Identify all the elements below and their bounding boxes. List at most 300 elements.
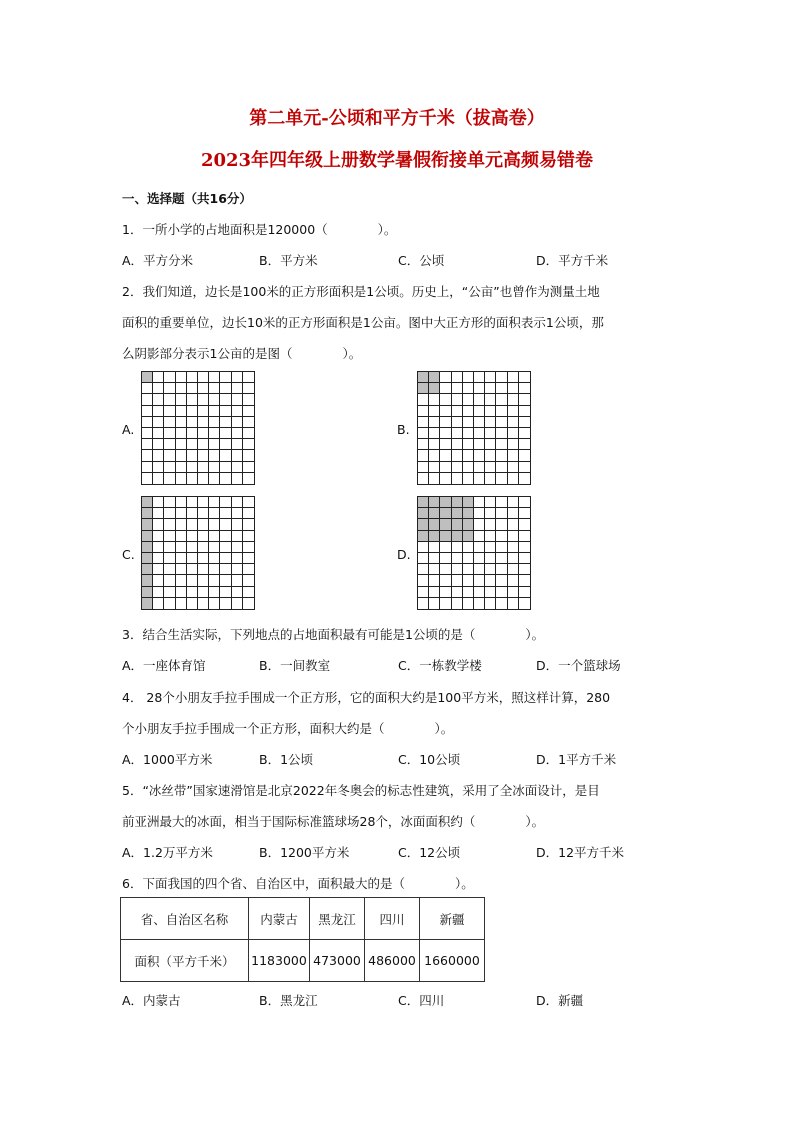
grid-cell — [485, 406, 496, 417]
grid-cell — [164, 462, 175, 473]
grid-cell — [153, 473, 164, 484]
grid-cell — [440, 553, 451, 564]
grid-cell — [232, 417, 243, 428]
grid-cell — [176, 450, 187, 461]
grid-cell — [463, 497, 474, 508]
grid-cell — [142, 553, 153, 564]
grid-cell — [187, 575, 198, 586]
grid-cell — [519, 598, 530, 609]
grid-cell — [187, 564, 198, 575]
grid-cell — [418, 598, 429, 609]
grid-cell — [508, 462, 519, 473]
grid-cell — [153, 383, 164, 394]
q2-figure-a[interactable] — [141, 371, 255, 485]
grid-cell — [187, 553, 198, 564]
grid-cell — [198, 497, 209, 508]
doc-title: 第二单元-公顷和平方千米（拔高卷） — [249, 108, 545, 129]
grid-cell — [418, 473, 429, 484]
grid-cell — [232, 553, 243, 564]
grid-cell — [440, 417, 451, 428]
grid-cell — [209, 587, 220, 598]
grid-cell — [153, 508, 164, 519]
grid-cell — [440, 372, 451, 383]
table-cell: 面积（平方千米） — [121, 940, 249, 982]
grid-cell — [463, 553, 474, 564]
grid-cell — [463, 462, 474, 473]
grid-cell — [220, 428, 231, 439]
grid-cell — [452, 406, 463, 417]
grid-cell — [440, 519, 451, 530]
grid-cell — [519, 564, 530, 575]
grid-cell — [474, 383, 485, 394]
grid-cell — [164, 519, 175, 530]
grid-cell — [142, 406, 153, 417]
grid-cell — [209, 531, 220, 542]
grid-cell — [243, 519, 254, 530]
q3-option-b[interactable]: B．一间教室 — [259, 658, 331, 673]
grid-cell — [452, 575, 463, 586]
grid-cell — [153, 406, 164, 417]
grid-cell — [508, 417, 519, 428]
grid-cell — [485, 439, 496, 450]
grid-cell — [142, 394, 153, 405]
q3-option-a[interactable]: A．一座体育馆 — [122, 658, 206, 673]
grid-cell — [187, 417, 198, 428]
q4-option-c[interactable]: C．10公顷 — [398, 752, 461, 767]
grid-cell — [142, 598, 153, 609]
q2-label-a[interactable]: A. — [122, 422, 135, 437]
grid-cell — [474, 439, 485, 450]
grid-cell — [153, 531, 164, 542]
grid-cell — [232, 428, 243, 439]
grid-cell — [440, 439, 451, 450]
grid-cell — [142, 587, 153, 598]
q1-option-a[interactable]: A．平方分米 — [122, 253, 194, 268]
grid-cell — [519, 542, 530, 553]
grid-cell — [164, 598, 175, 609]
grid-cell — [176, 497, 187, 508]
grid-cell — [508, 519, 519, 530]
grid-cell — [496, 508, 507, 519]
grid-cell — [418, 439, 429, 450]
grid-cell — [142, 462, 153, 473]
grid-cell — [519, 587, 530, 598]
grid-cell — [418, 450, 429, 461]
grid-cell — [440, 428, 451, 439]
q5-option-d[interactable]: D．12平方千米 — [536, 845, 625, 860]
grid-cell — [142, 383, 153, 394]
grid-cell — [243, 497, 254, 508]
grid-cell — [496, 428, 507, 439]
grid-cell — [519, 383, 530, 394]
grid-cell — [463, 564, 474, 575]
grid-cell — [153, 553, 164, 564]
grid-cell — [209, 497, 220, 508]
q3-option-d[interactable]: D．一个篮球场 — [536, 658, 621, 673]
grid-cell — [153, 450, 164, 461]
grid-cell — [440, 598, 451, 609]
grid-cell — [519, 394, 530, 405]
grid-cell — [220, 553, 231, 564]
grid-cell — [232, 439, 243, 450]
grid-cell — [153, 587, 164, 598]
grid-cell — [418, 417, 429, 428]
q3-option-c[interactable]: C．一栋教学楼 — [398, 658, 482, 673]
grid-cell — [496, 462, 507, 473]
grid-cell — [452, 508, 463, 519]
grid-cell — [519, 508, 530, 519]
grid-cell — [496, 564, 507, 575]
grid-cell — [232, 450, 243, 461]
grid-cell — [209, 564, 220, 575]
grid-cell — [508, 383, 519, 394]
grid-cell — [485, 575, 496, 586]
grid-cell — [452, 417, 463, 428]
grid-cell — [187, 450, 198, 461]
q1-option-d[interactable]: D．平方千米 — [536, 253, 609, 268]
grid-cell — [209, 372, 220, 383]
grid-cell — [418, 508, 429, 519]
grid-cell — [463, 428, 474, 439]
grid-cell — [198, 575, 209, 586]
grid-cell — [243, 553, 254, 564]
grid-cell — [164, 497, 175, 508]
grid-cell — [176, 406, 187, 417]
grid-cell — [508, 598, 519, 609]
grid-cell — [198, 519, 209, 530]
grid-cell — [209, 575, 220, 586]
grid-cell — [474, 553, 485, 564]
grid-cell — [496, 497, 507, 508]
grid-cell — [485, 394, 496, 405]
grid-cell — [418, 462, 429, 473]
grid-cell — [463, 519, 474, 530]
table-header-cell: 四川 — [365, 898, 420, 940]
grid-cell — [429, 417, 440, 428]
grid-cell — [243, 587, 254, 598]
grid-cell — [209, 462, 220, 473]
grid-cell — [440, 394, 451, 405]
grid-cell — [485, 462, 496, 473]
grid-cell — [209, 542, 220, 553]
grid-cell — [474, 575, 485, 586]
grid-cell — [164, 372, 175, 383]
grid-cell — [496, 542, 507, 553]
grid-cell — [220, 497, 231, 508]
grid-cell — [142, 575, 153, 586]
grid-cell — [220, 598, 231, 609]
table-header-cell: 黑龙江 — [310, 898, 365, 940]
table-cell: 1183000 — [249, 940, 310, 982]
grid-cell — [232, 575, 243, 586]
grid-cell — [440, 542, 451, 553]
grid-cell — [440, 587, 451, 598]
grid-cell — [418, 531, 429, 542]
grid-cell — [440, 462, 451, 473]
grid-cell — [485, 519, 496, 530]
grid-cell — [209, 519, 220, 530]
grid-cell — [496, 372, 507, 383]
grid-cell — [176, 372, 187, 383]
grid-cell — [519, 372, 530, 383]
grid-cell — [164, 473, 175, 484]
grid-cell — [153, 519, 164, 530]
grid-cell — [496, 553, 507, 564]
grid-cell — [243, 406, 254, 417]
grid-cell — [496, 575, 507, 586]
grid-cell — [474, 394, 485, 405]
grid-cell — [220, 462, 231, 473]
q4-option-b[interactable]: B．1公顷 — [259, 752, 314, 767]
grid-cell — [198, 383, 209, 394]
grid-cell — [187, 598, 198, 609]
grid-cell — [164, 587, 175, 598]
grid-cell — [463, 473, 474, 484]
grid-cell — [429, 598, 440, 609]
grid-cell — [142, 519, 153, 530]
q6-option-a[interactable]: A．内蒙古 — [122, 993, 181, 1008]
grid-cell — [508, 473, 519, 484]
grid-cell — [429, 372, 440, 383]
grid-cell — [508, 531, 519, 542]
grid-cell — [164, 439, 175, 450]
grid-cell — [187, 383, 198, 394]
grid-cell — [164, 383, 175, 394]
grid-cell — [176, 531, 187, 542]
q6-stem: 6．下面我国的四个省、自治区中，面积最大的是（ ）。 — [122, 876, 474, 891]
grid-cell — [440, 406, 451, 417]
grid-cell — [164, 531, 175, 542]
grid-cell — [220, 508, 231, 519]
grid-cell — [142, 439, 153, 450]
grid-cell — [452, 383, 463, 394]
table-cell: 473000 — [310, 940, 365, 982]
grid-cell — [496, 439, 507, 450]
grid-cell — [519, 473, 530, 484]
area-table — [120, 897, 485, 982]
grid-cell — [519, 497, 530, 508]
grid-cell — [153, 564, 164, 575]
grid-cell — [440, 497, 451, 508]
grid-cell — [220, 394, 231, 405]
grid-cell — [164, 575, 175, 586]
grid-cell — [164, 553, 175, 564]
q2-label-d[interactable]: D. — [397, 547, 411, 562]
grid-cell — [243, 372, 254, 383]
grid-cell — [418, 383, 429, 394]
grid-cell — [463, 406, 474, 417]
grid-cell — [176, 575, 187, 586]
grid-cell — [452, 462, 463, 473]
grid-cell — [429, 497, 440, 508]
grid-cell — [418, 372, 429, 383]
q4-stem-line-1: 4． 28个小朋友手拉手围成一个正方形，它的面积大约是100平方米，照这样计算，280 — [122, 690, 611, 705]
grid-cell — [463, 598, 474, 609]
grid-cell — [485, 497, 496, 508]
grid-cell — [187, 497, 198, 508]
grid-cell — [198, 542, 209, 553]
grid-cell — [429, 406, 440, 417]
grid-cell — [496, 394, 507, 405]
grid-cell — [508, 553, 519, 564]
grid-cell — [243, 531, 254, 542]
grid-cell — [176, 553, 187, 564]
grid-cell — [243, 508, 254, 519]
grid-cell — [187, 428, 198, 439]
grid-cell — [485, 553, 496, 564]
grid-cell — [176, 394, 187, 405]
grid-cell — [209, 553, 220, 564]
q6-option-d[interactable]: D．新疆 — [536, 993, 584, 1008]
grid-cell — [187, 462, 198, 473]
grid-cell — [452, 428, 463, 439]
grid-cell — [485, 598, 496, 609]
grid-cell — [508, 508, 519, 519]
grid-cell — [198, 406, 209, 417]
grid-cell — [485, 383, 496, 394]
grid-cell — [452, 564, 463, 575]
grid-cell — [142, 497, 153, 508]
grid-cell — [519, 406, 530, 417]
grid-cell — [418, 394, 429, 405]
grid-cell — [142, 417, 153, 428]
q3-stem: 3．结合生活实际，下列地点的占地面积最有可能是1公顷的是（ ）。 — [122, 627, 545, 642]
grid-cell — [198, 450, 209, 461]
grid-cell — [519, 428, 530, 439]
grid-cell — [485, 450, 496, 461]
grid-cell — [198, 531, 209, 542]
grid-cell — [220, 473, 231, 484]
q5-stem-line-1: 5．“冰丝带”国家速滑馆是北京2022年冬奥会的标志性建筑，采用了全冰面设计，是目 — [122, 783, 600, 798]
grid-cell — [429, 450, 440, 461]
grid-cell — [463, 575, 474, 586]
grid-cell — [164, 542, 175, 553]
grid-cell — [463, 439, 474, 450]
q4-option-a[interactable]: A．1000平方米 — [122, 752, 213, 767]
grid-cell — [232, 497, 243, 508]
grid-cell — [187, 394, 198, 405]
grid-cell — [463, 587, 474, 598]
grid-cell — [429, 553, 440, 564]
grid-cell — [232, 372, 243, 383]
grid-cell — [198, 439, 209, 450]
table-header-cell: 新疆 — [420, 898, 485, 940]
q1-option-b[interactable]: B．平方米 — [259, 253, 318, 268]
grid-cell — [232, 542, 243, 553]
grid-cell — [153, 462, 164, 473]
grid-cell — [452, 553, 463, 564]
q4-option-d[interactable]: D．1平方千米 — [536, 752, 617, 767]
grid-cell — [187, 519, 198, 530]
q6-option-b[interactable]: B．黑龙江 — [259, 993, 318, 1008]
grid-cell — [440, 473, 451, 484]
q2-figure-d[interactable] — [417, 496, 531, 610]
grid-cell — [463, 531, 474, 542]
grid-cell — [176, 428, 187, 439]
grid-cell — [220, 519, 231, 530]
grid-cell — [243, 417, 254, 428]
grid-cell — [496, 383, 507, 394]
grid-cell — [508, 564, 519, 575]
grid-cell — [418, 575, 429, 586]
grid-cell — [232, 383, 243, 394]
grid-cell — [463, 450, 474, 461]
grid-cell — [452, 531, 463, 542]
grid-cell — [243, 383, 254, 394]
grid-cell — [198, 508, 209, 519]
grid-cell — [485, 428, 496, 439]
grid-cell — [243, 473, 254, 484]
table-cell: 1660000 — [420, 940, 485, 982]
grid-cell — [474, 428, 485, 439]
grid-cell — [463, 372, 474, 383]
q1-option-c[interactable]: C．公顷 — [398, 253, 445, 268]
grid-cell — [452, 439, 463, 450]
grid-cell — [164, 406, 175, 417]
grid-cell — [220, 383, 231, 394]
grid-cell — [485, 542, 496, 553]
grid-cell — [232, 406, 243, 417]
grid-cell — [508, 497, 519, 508]
grid-cell — [142, 564, 153, 575]
grid-cell — [485, 564, 496, 575]
grid-cell — [232, 564, 243, 575]
grid-cell — [508, 394, 519, 405]
grid-cell — [198, 372, 209, 383]
q2-label-b[interactable]: B. — [397, 422, 410, 437]
q2-figure-b[interactable] — [417, 371, 531, 485]
grid-cell — [198, 564, 209, 575]
q2-label-c[interactable]: C. — [122, 547, 135, 562]
grid-cell — [474, 372, 485, 383]
grid-cell — [209, 406, 220, 417]
grid-cell — [164, 450, 175, 461]
grid-cell — [187, 406, 198, 417]
grid-cell — [418, 553, 429, 564]
grid-cell — [485, 531, 496, 542]
grid-cell — [232, 394, 243, 405]
grid-cell — [220, 575, 231, 586]
grid-cell — [452, 473, 463, 484]
grid-cell — [220, 564, 231, 575]
grid-cell — [142, 372, 153, 383]
grid-cell — [496, 519, 507, 530]
grid-cell — [232, 473, 243, 484]
q2-figure-c[interactable] — [141, 496, 255, 610]
grid-cell — [198, 462, 209, 473]
q5-option-b[interactable]: B．1200平方米 — [259, 845, 350, 860]
grid-cell — [429, 519, 440, 530]
grid-cell — [496, 531, 507, 542]
grid-cell — [440, 531, 451, 542]
q5-option-a[interactable]: A．1.2万平方米 — [122, 845, 213, 860]
q6-option-c[interactable]: C．四川 — [398, 993, 445, 1008]
grid-cell — [474, 462, 485, 473]
grid-cell — [187, 531, 198, 542]
grid-cell — [209, 383, 220, 394]
grid-cell — [243, 575, 254, 586]
grid-cell — [164, 417, 175, 428]
grid-cell — [187, 542, 198, 553]
grid-cell — [429, 564, 440, 575]
grid-cell — [198, 598, 209, 609]
grid-cell — [429, 383, 440, 394]
grid-cell — [198, 428, 209, 439]
grid-cell — [243, 462, 254, 473]
grid-cell — [142, 473, 153, 484]
q5-option-c[interactable]: C．12公顷 — [398, 845, 461, 860]
q2-stem-line-1: 2．我们知道，边长是100米的正方形面积是1公顷。历史上，“公亩”也曾作为测量土地 — [122, 284, 600, 299]
